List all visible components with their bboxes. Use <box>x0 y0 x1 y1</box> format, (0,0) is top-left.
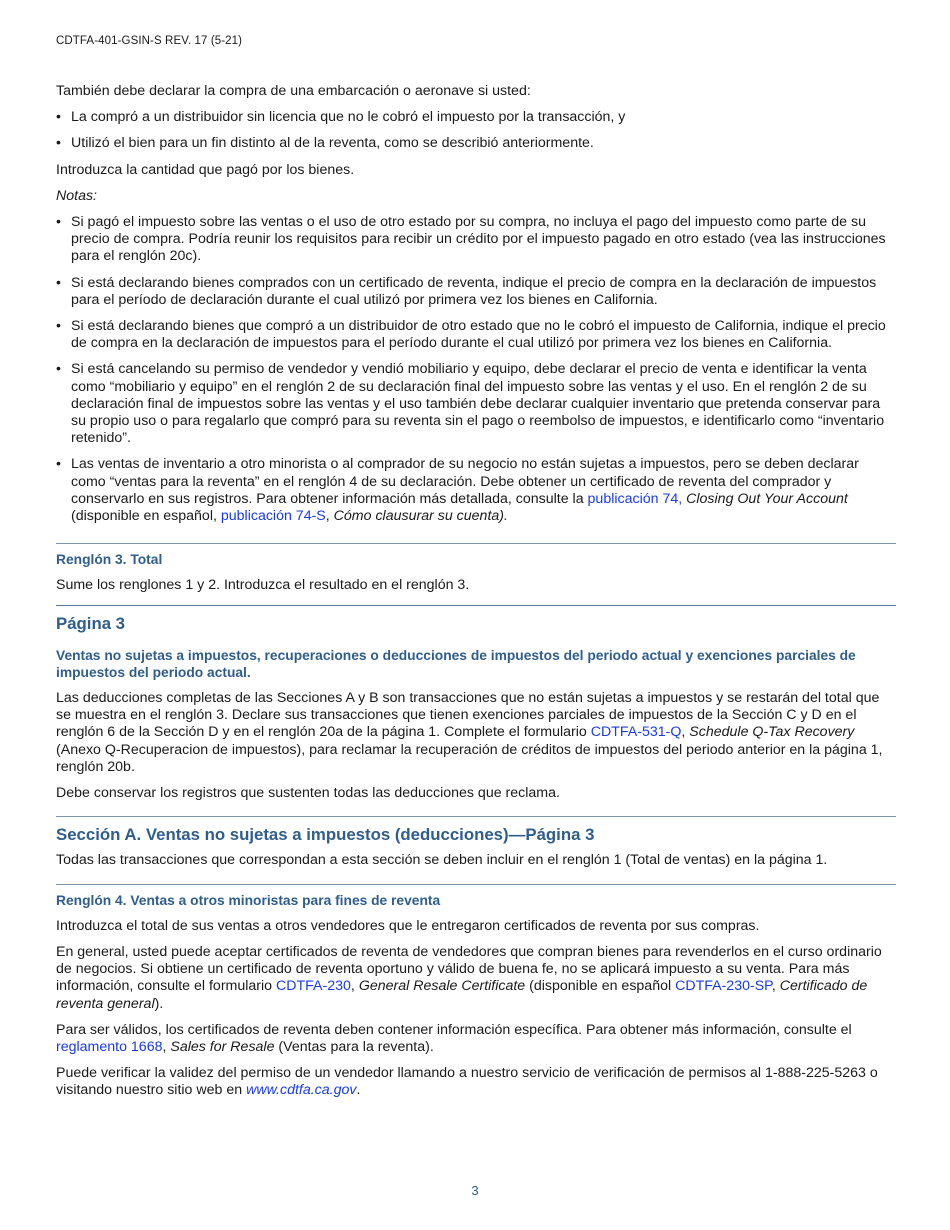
paragraph-text: (Ventas para la reventa). <box>274 1038 434 1055</box>
schedule-q-title: Schedule Q-Tax Recovery <box>689 724 855 741</box>
list-item <box>56 456 896 525</box>
section-a-text: Todas las transacciones que correspondan a esta sección se deben incluir en el renglón 1 (Total de ventas) en la página 1. <box>56 852 828 869</box>
paragraph-text: Puede verificar la validez del permiso de un vendedor llamando a nuestro servicio de verificación de permisos al 1-888-225-5263 o visitando nuestro sitio web en <box>56 1065 878 1099</box>
line-4-paragraph <box>56 1022 896 1056</box>
note-text: (disponible en español, <box>71 508 221 525</box>
intro-bullet-list <box>56 109 896 152</box>
paragraph-text: (Anexo Q-Recuperacion de impuestos), para reclamar la recuperación de créditos de impuestos del periodo anterior en la página 1, renglón 20b. <box>56 741 883 775</box>
section-a-heading: Sección A. Ventas no sujetas a impuestos (deducciones)—Página 3 <box>56 825 595 845</box>
form-identifier: CDTFA-401-GSIN-S REV. 17 (5-21) <box>56 35 243 47</box>
paragraph-text: , <box>350 978 359 995</box>
page-number: 3 <box>471 1183 479 1198</box>
notes-label: Notas: <box>56 187 98 204</box>
list-item: • Si está cancelando su permiso de vendedor y vendió mobiliario y equipo, debe declarar el precio de venta e identificar la venta como “mobiliario y equipo” en el renglón 2 de su declaración final del impuesto sobre las ventas y el uso. En el renglón 2 de su declaración final de impuestos sobre las ventas y el uso también debe declarar cualquier inventario que pretenda conservar para su propio uso o para regalarlo que compró para su reventa sin el pago o reembolso de impuestos, e identificarlo como “inventario retenido”. <box>56 361 896 447</box>
divider <box>56 605 896 606</box>
notes-list <box>56 214 896 525</box>
divider <box>56 884 896 885</box>
website-link[interactable]: www.cdtfa.ca.gov <box>246 1082 357 1099</box>
list-item: • Si pagó el impuesto sobre las ventas o el uso de otro estado por su compra, no incluya el pago del impuesto como parte de su precio de compra. Podría reunir los requisitos para recibir un crédito por el impuesto pagado en otro estado (vea las instrucciones para el renglón 20c). <box>56 214 896 266</box>
line-4-intro: Introduzca el total de sus ventas a otros vendedores que le entregaron certificados de reventa por sus compras. <box>56 917 760 934</box>
paragraph-text: , <box>681 724 690 741</box>
publication-74s-link[interactable]: publicación 74-S <box>220 508 326 525</box>
paragraph-text: Las deducciones completas de las Secciones A y B son transacciones que no están sujetas a impuestos y se restarán del total que se muestra en el renglón 3. Declare sus transacciones que tienen exenciones parciales de impuestos de la Sección C y D en el renglón 6 de la Sección D y en el renglón 20a de la página 1. Complete el formulario <box>56 690 880 741</box>
paragraph-text: . <box>356 1082 361 1099</box>
general-resale-certificate-title: General Resale Certificate <box>358 978 526 995</box>
page-content <box>56 83 896 1109</box>
page-3-heading: Página 3 <box>56 613 126 633</box>
records-text: Debe conservar los registros que sustenten todas las deducciones que reclama. <box>56 785 560 802</box>
divider <box>56 816 896 817</box>
list-item: • Si está declarando bienes que compró a un distribuidor de otro estado que no le cobró el impuesto de California, indique el precio de compra en la declaración de impuestos para el período durante el cual utilizó por primera vez los bienes en California. <box>56 318 896 352</box>
cdtfa-230-sp-link[interactable]: CDTFA-230-SP <box>675 978 772 995</box>
paragraph-text: En general, usted puede aceptar certificados de reventa de vendedores que compran bienes para revenderlos en el curso ordinario de negocios. Si obtiene un certificado de reventa oportuno y válido de buena fe, no se aplicará impuesto a su venta. Para más información, consulte el formulario <box>56 943 882 995</box>
note-text: Las ventas de inventario a otro minorista o al comprador de su negocio no están sujetas a impuestos, pero se deben declarar como “ventas para la reventa” en el renglón 4 de su declaración. Debe obtener un certificado de reventa del comprador y conservarlo en sus registros. Para obtener información más detallada, consulte la <box>71 456 859 507</box>
line-3-text: Sume los renglones 1 y 2. Introduzca el resultado en el renglón 3. <box>56 577 470 594</box>
list-item: • La compró a un distribuidor sin licencia que no le cobró el impuesto por la transacción, y <box>56 109 896 126</box>
paragraph-text: (disponible en español <box>525 978 676 995</box>
line-4-paragraph <box>56 1065 896 1099</box>
intro-lead: También debe declarar la compra de una embarcación o aeronave si usted: <box>56 83 531 99</box>
cdtfa-230-link[interactable]: CDTFA-230 <box>276 978 351 995</box>
cdtfa-531-q-link[interactable]: CDTFA-531-Q <box>590 724 682 741</box>
list-item: • Si está declarando bienes comprados con un certificado de reventa, indique el precio de compra en la declaración de impuestos para el período de declaración durante el cual utilizó por primera vez los bienes en California. <box>56 275 896 309</box>
paragraph-text: ). <box>154 995 164 1012</box>
line-3-heading: Renglón 3. Total <box>56 552 163 568</box>
paragraph-text: , <box>771 978 780 995</box>
paragraph-text: , <box>162 1038 171 1055</box>
paragraph-text: Para ser válidos, los certificados de reventa deben contener información específica. Para obtener más información, consulte el <box>56 1021 852 1038</box>
divider <box>56 543 896 544</box>
regulation-1668-link[interactable]: reglamento 1668 <box>56 1038 163 1055</box>
note-text: , <box>325 508 334 525</box>
publication-74-link[interactable]: publicación 74, <box>587 490 683 507</box>
publication-74s-title: Cómo clausurar su cuenta). <box>333 508 508 525</box>
line-4-paragraph <box>56 944 896 1013</box>
enter-amount-text: Introduzca la cantidad que pagó por los bienes. <box>56 161 355 178</box>
publication-74-title: Closing Out Your Account <box>682 490 848 507</box>
line-4-heading: Renglón 4. Ventas a otros minoristas para fines de reventa <box>56 892 441 908</box>
list-item: • Utilizó el bien para un fin distinto al de la reventa, como se describió anteriormente. <box>56 135 896 152</box>
page-3-paragraph <box>56 690 896 776</box>
sales-for-resale-title: Sales for Resale <box>170 1038 275 1055</box>
certificado-title: Certificado de reventa general <box>56 978 868 1012</box>
page-3-subheading: Ventas no sujetas a impuestos, recuperaciones o deducciones de impuestos del periodo actual y exenciones parciales de impuestos del periodo actual. <box>56 647 856 680</box>
